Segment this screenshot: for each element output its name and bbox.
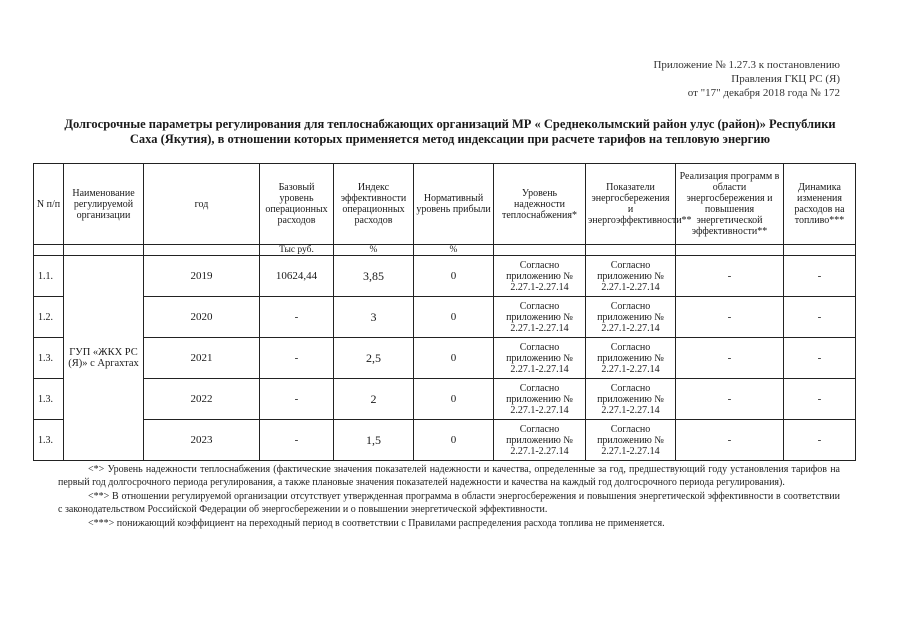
efficiency-index-cell: 3 [334,297,414,338]
profit-level-cell: 0 [414,379,494,420]
fuel-dynamics-cell: - [784,297,856,338]
unit-cell-empty [34,245,64,256]
table-row [34,338,856,379]
org-name-cell: ГУП «ЖКХ РС (Я)» с Аргахтах [64,256,144,461]
table-row [34,420,856,461]
programs-cell: - [676,379,784,420]
unit-cell-index: % [334,245,414,256]
year-cell: 2023 [144,420,260,461]
base-cost-cell: - [260,420,334,461]
unit-cell-empty [494,245,586,256]
table-row [34,256,856,297]
footnote-fuel: <***> понижающий коэффициент на переходный период в соответствии с Правилами распределения расхода топлива не применяется. [88,518,665,529]
efficiency-index-cell: 3,85 [334,256,414,297]
table-header-row [34,164,856,245]
energy-efficiency-cell: Согласно приложению № 2.27.1-2.27.14 [586,420,676,461]
unit-cell-empty [784,245,856,256]
reliability-cell: Согласно приложению № 2.27.1-2.27.14 [494,379,586,420]
fuel-dynamics-cell: - [784,338,856,379]
reliability-cell: Согласно приложению № 2.27.1-2.27.14 [494,420,586,461]
header-line-date: от "17" декабря 2018 года № 172 [687,87,840,99]
energy-efficiency-cell: Согласно приложению № 2.27.1-2.27.14 [586,297,676,338]
col-header-energy: Показатели энергосбережения и энергоэффективности** [586,164,676,245]
row-number-cell: 1.2. [34,297,64,338]
unit-cell-empty [144,245,260,256]
col-header-reliability: Уровень надежности теплоснабжения* [494,164,586,245]
reliability-cell: Согласно приложению № 2.27.1-2.27.14 [494,338,586,379]
row-number-cell: 1.3. [34,338,64,379]
row-number-cell: 1.3. [34,379,64,420]
table-units-row [34,245,856,256]
year-cell: 2019 [144,256,260,297]
table-body [34,164,856,461]
col-header-fuel: Динамика изменения расходов на топливо*** [784,164,856,245]
year-cell: 2021 [144,338,260,379]
footnote-reliability: <*> Уровень надежности теплоснабжения (фактические значения показателей надежности и качества, определенные за год, предшествующий году установления тарифов на первый год долгосрочного периода регулирования, а также плановые значения показателей надежности и качества на каждый год долгосрочного периода регулирования). [58,464,840,488]
reliability-cell: Согласно приложению № 2.27.1-2.27.14 [494,297,586,338]
row-number-cell: 1.3. [34,420,64,461]
programs-cell: - [676,256,784,297]
programs-cell: - [676,297,784,338]
header-line-board: Правления ГКЦ РС (Я) [731,73,840,85]
table-row [34,379,856,420]
unit-cell-empty [586,245,676,256]
unit-cell-base: Тыс руб. [260,245,334,256]
header-line-appendix: Приложение № 1.27.3 к постановлению [653,59,840,71]
programs-cell: - [676,420,784,461]
reliability-cell: Согласно приложению № 2.27.1-2.27.14 [494,256,586,297]
programs-cell: - [676,338,784,379]
row-number-cell: 1.1. [34,256,64,297]
fuel-dynamics-cell: - [784,420,856,461]
base-cost-cell: - [260,379,334,420]
parameters-table [33,163,856,461]
year-cell: 2020 [144,297,260,338]
table-row [34,297,856,338]
profit-level-cell: 0 [414,338,494,379]
col-header-org: Наименование регулируемой организации [64,164,144,245]
base-cost-cell: 10624,44 [260,256,334,297]
efficiency-index-cell: 2 [334,379,414,420]
base-cost-cell: - [260,338,334,379]
document-header [560,58,840,100]
col-header-profit: Нормативный уровень прибыли [414,164,494,245]
energy-efficiency-cell: Согласно приложению № 2.27.1-2.27.14 [586,256,676,297]
col-header-year: год [144,164,260,245]
efficiency-index-cell: 2,5 [334,338,414,379]
footnote-energy-program: <**> В отношении регулируемой организации отсутствует утвержденная программа в области энергосбережения и повышения энергетической эффективности в соответствии с законодательством Российской Федерации об энергосбережении и о повышении энергетической эффективности. [58,491,840,515]
unit-cell-empty [676,245,784,256]
document-title: Долгосрочные параметры регулирования для теплоснабжающих организаций МР « Среднеколымский район улус (район)» Республики Саха (Якутия), в отношении которых применяется метод индексации при расчете тарифов на тепловую энергию [64,117,836,146]
profit-level-cell: 0 [414,297,494,338]
energy-efficiency-cell: Согласно приложению № 2.27.1-2.27.14 [586,379,676,420]
year-cell: 2022 [144,379,260,420]
energy-efficiency-cell: Согласно приложению № 2.27.1-2.27.14 [586,338,676,379]
col-header-programs: Реализация программ в области энергосбережения и повышения энергетической эффективности** [676,164,784,245]
unit-cell-profit: % [414,245,494,256]
col-header-num: N п/п [34,164,64,245]
col-header-base: Базовый уровень операционных расходов [260,164,334,245]
unit-cell-empty [64,245,144,256]
fuel-dynamics-cell: - [784,379,856,420]
profit-level-cell: 0 [414,420,494,461]
base-cost-cell: - [260,297,334,338]
footnotes [58,463,840,530]
fuel-dynamics-cell: - [784,256,856,297]
profit-level-cell: 0 [414,256,494,297]
col-header-index: Индекс эффективности операционных расходов [334,164,414,245]
efficiency-index-cell: 1,5 [334,420,414,461]
